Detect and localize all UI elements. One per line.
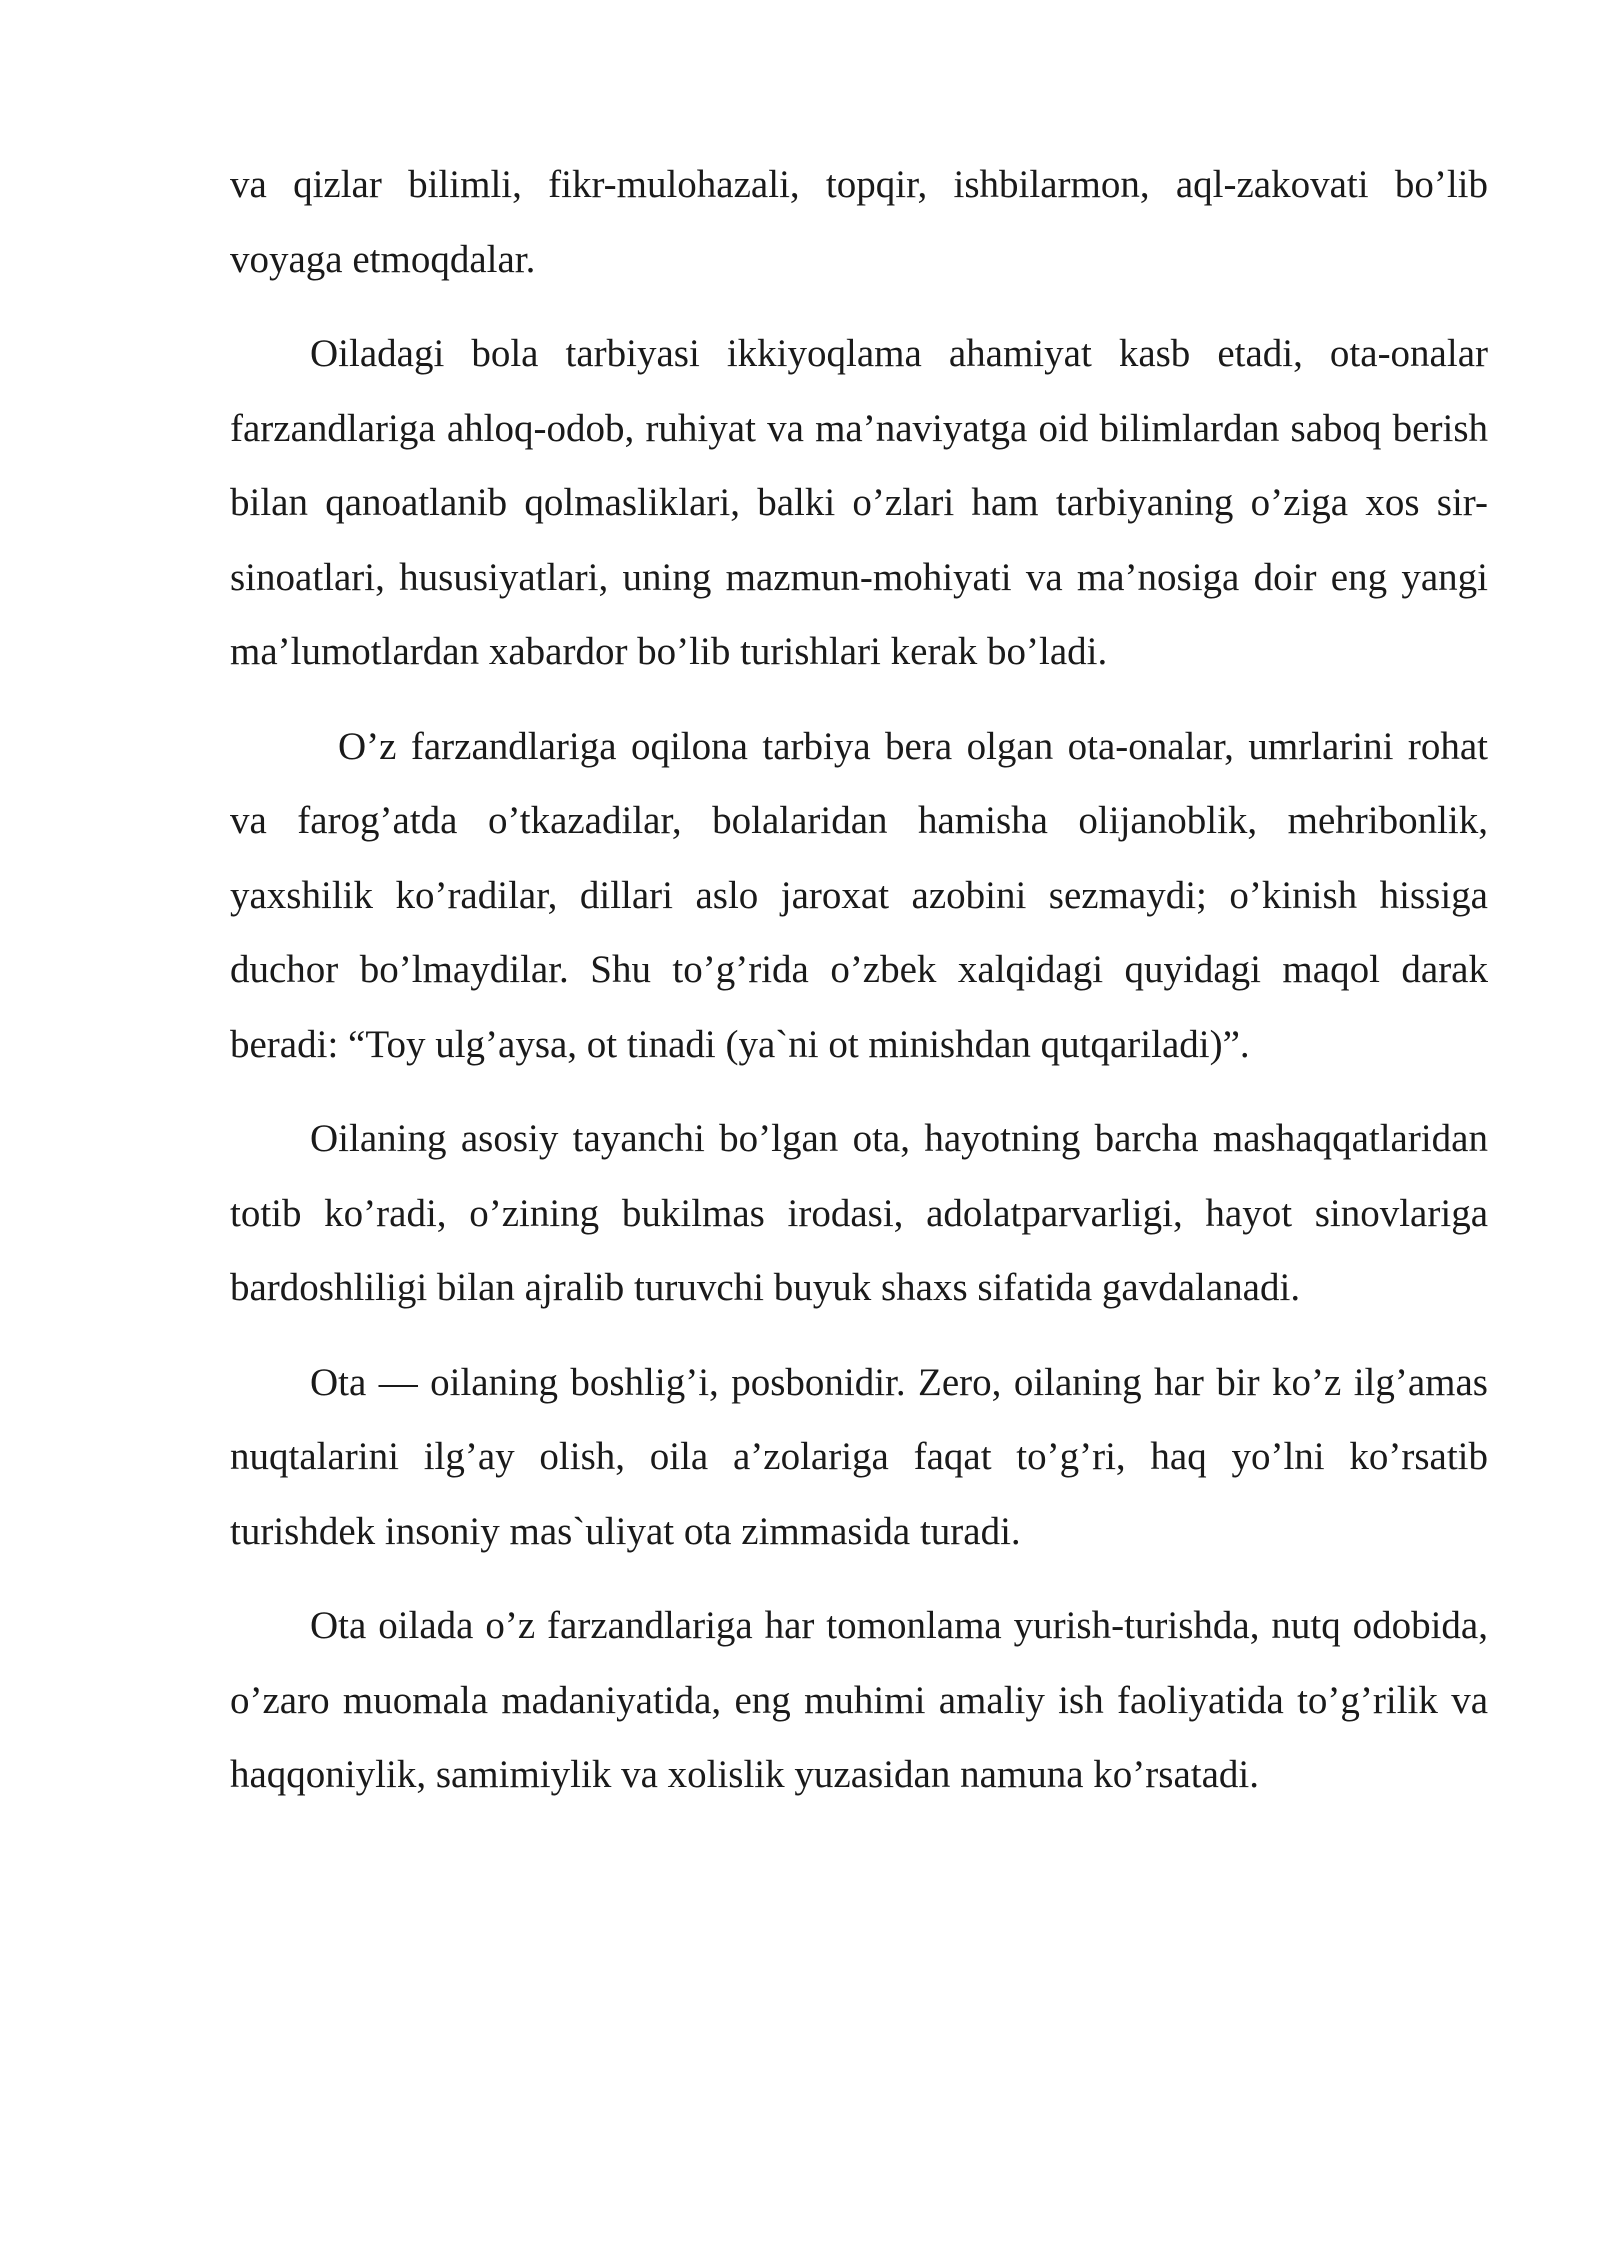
- paragraph-6: Ota oilada o’z farzandlariga har tomonlama yurish-turishda, nutq odobida, o’zaro muomala madaniyatida, eng muhimi amaliy ish faoliyatida to’g’rilik va haqqoniylik, samimiylik va xolislik yuzasidan namuna ko’rsatadi.: [230, 1604, 1488, 1796]
- paragraph-3: O’z farzandlariga oqilona tarbiya bera olgan ota-onalar, umrlarini rohat va farog’atda o’tkazadilar, bolalaridan hamisha olijanoblik, mehribonlik, yaxshilik ko’radilar, dillari aslo jaroxat azobini sezmaydi; o’kinish hissiga duchor bo’lmaydilar. Shu to’g’rida o’zbek xalqidagi quyidagi maqol darak beradi: “Toy ulg’aysa, ot tinadi (ya`ni ot minishdan qutqariladi)”.: [230, 724, 1488, 1066]
- paragraph-2: Oiladagi bola tarbiyasi ikkiyoqlama ahamiyat kasb etadi, ota-onalar farzandlariga ahloq-odob, ruhiyat va ma’naviyatga oid bilimlardan saboq berish bilan qanoatlanib qolmasliklari, balki o’zlari ham tarbiyaning o’ziga xos sir-sinoatlari, hususiyatlari, uning mazmun-mohiyati va ma’nosiga doir eng yangi ma’lumotlardan xabardor bo’lib turishlari kerak bo’ladi.: [230, 332, 1488, 673]
- document-page: [230, 148, 1488, 1833]
- paragraph-1: va qizlar bilimli, fikr-mulohazali, topqir, ishbilarmon, aql-zakovati bo’lib voyaga etmoqdalar.: [230, 163, 1488, 281]
- paragraph-5: Ota — oilaning boshlig’i, posbonidir. Zero, oilaning har bir ko’z ilg’amas nuqtalarini ilg’ay olish, oila a’zolariga faqat to’g’ri, haq yo’lni ko’rsatib turishdek insoniy mas`uliyat ota zimmasida turadi.: [230, 1360, 1488, 1553]
- paragraph-4: Oilaning asosiy tayanchi bo’lgan ota, hayotning barcha mashaqqatlaridan totib ko’radi, o’zining bukilmas irodasi, adolatparvarligi, hayot sinovlariga bardoshliligi bilan ajralib turuvchi buyuk shaxs sifatida gavdalanadi.: [230, 1117, 1488, 1309]
